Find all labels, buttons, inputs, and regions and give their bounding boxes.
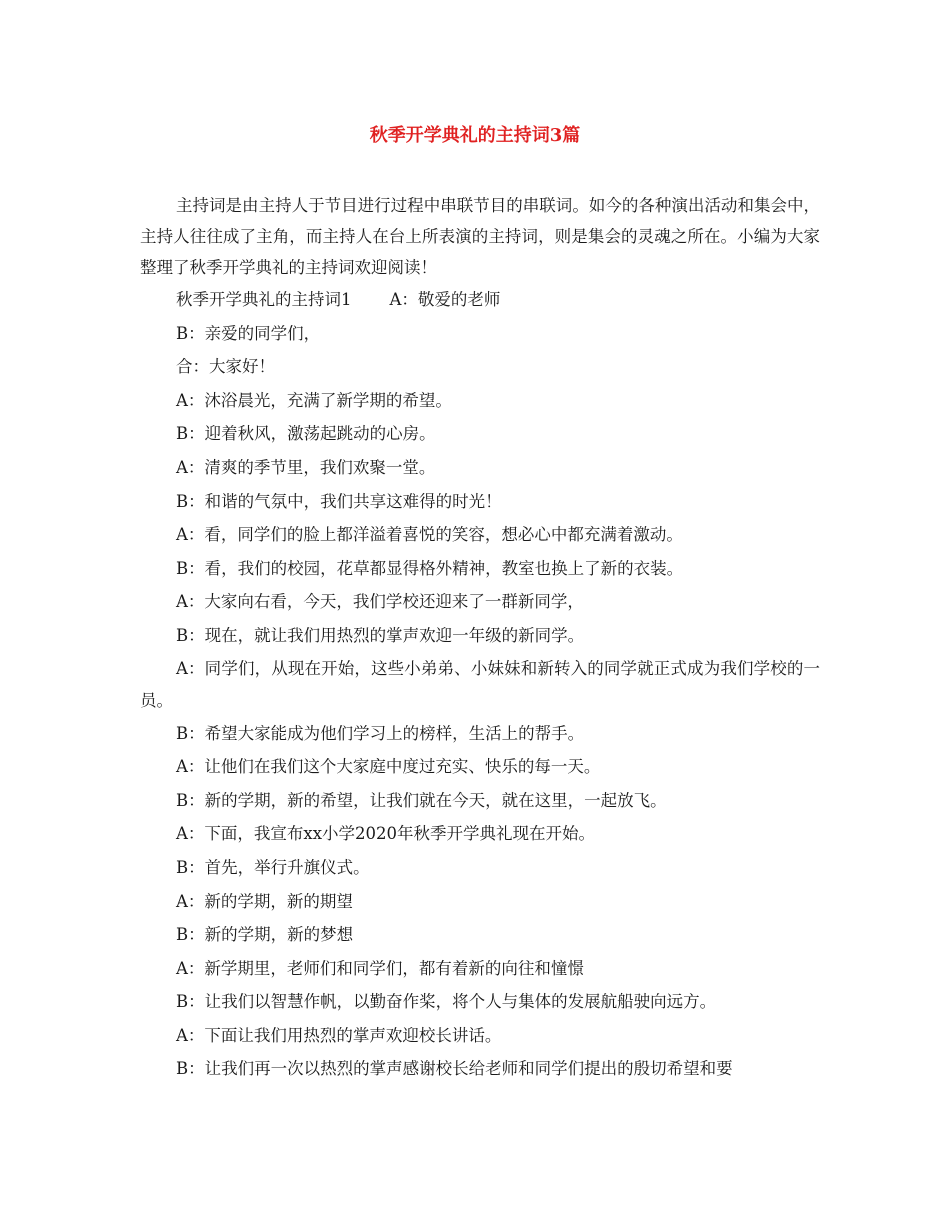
dialogue-line: B：新的学期，新的希望，让我们就在今天，就在这里，一起放飞。 <box>176 790 667 810</box>
dialogue-line: A：下面让我们用热烈的掌声欢迎校长讲话。 <box>176 1025 502 1045</box>
dialogue-line: B：现在，就让我们用热烈的掌声欢迎一年级的新同学。 <box>176 625 585 645</box>
dialogue-line: B：让我们以智慧作帆，以勤奋作桨，将个人与集体的发展航船驶向远方。 <box>176 992 717 1012</box>
dialogue-line: B：和谐的气氛中，我们共享这难得的时光！ <box>176 491 502 511</box>
section-heading: 秋季开学典礼的主持词1 <box>176 290 352 309</box>
dialogue-line: A：新学期里，老师们和同学们，都有着新的向往和憧憬 <box>176 958 584 978</box>
dialogue-line: 合：大家好！ <box>176 357 275 377</box>
dialogue-line: A：新的学期，新的期望 <box>176 891 353 911</box>
document-body <box>140 190 820 1086</box>
dialogue-line: A：大家向右看，今天，我们学校还迎来了一群新同学， <box>176 592 584 612</box>
document-title: 秋季开学典礼的主持词3篇 <box>369 125 581 146</box>
dialogue-line: B：首先，举行升旗仪式。 <box>176 857 370 877</box>
dialogue-line: B：希望大家能成为他们学习上的榜样，生活上的帮手。 <box>176 723 585 743</box>
dialogue-line: B：让我们再一次以热烈的掌声感谢校长给老师和同学们提出的殷切希望和要 <box>176 1059 733 1079</box>
dialogue-line: A：下面，我宣布xx小学2020年秋季开学典礼现在开始。 <box>176 824 596 844</box>
section-heading-line <box>140 283 820 317</box>
dialogue-line: B：新的学期，新的梦想 <box>176 925 354 945</box>
dialogue-line: A：沐浴晨光，充满了新学期的希望。 <box>176 390 452 410</box>
dialogue-line: A：敬爱的老师 <box>389 290 501 309</box>
dialogue-line: B：迎着秋风，激荡起跳动的心房。 <box>176 424 436 444</box>
dialogue-line: A：清爽的季节里，我们欢聚一堂。 <box>176 457 436 477</box>
dialogue-line: B：亲爱的同学们， <box>176 323 321 343</box>
intro-paragraph: 主持词是由主持人于节目进行过程中串联节目的串联词。如今的各种演出活动和集会中，主持人往往成了主角，而主持人在台上所表演的主持词，则是集会的灵魂之所在。小编为大家整理了秋季开学典礼的主持词欢迎阅读！ <box>140 196 820 277</box>
dialogue-line-long: A：同学们，从现在开始，这些小弟弟、小妹妹和新转入的同学就正式成为我们学校的一员。 <box>140 658 820 710</box>
dialogue-line: A：让他们在我们这个大家庭中度过充实、快乐的每一天。 <box>176 757 601 777</box>
dialogue-line: A：看，同学们的脸上都洋溢着喜悦的笑容，想必心中都充满着激动。 <box>176 525 683 545</box>
dialogue-line: B：看，我们的校园，花草都显得格外精神，教室也换上了新的衣装。 <box>176 558 684 578</box>
